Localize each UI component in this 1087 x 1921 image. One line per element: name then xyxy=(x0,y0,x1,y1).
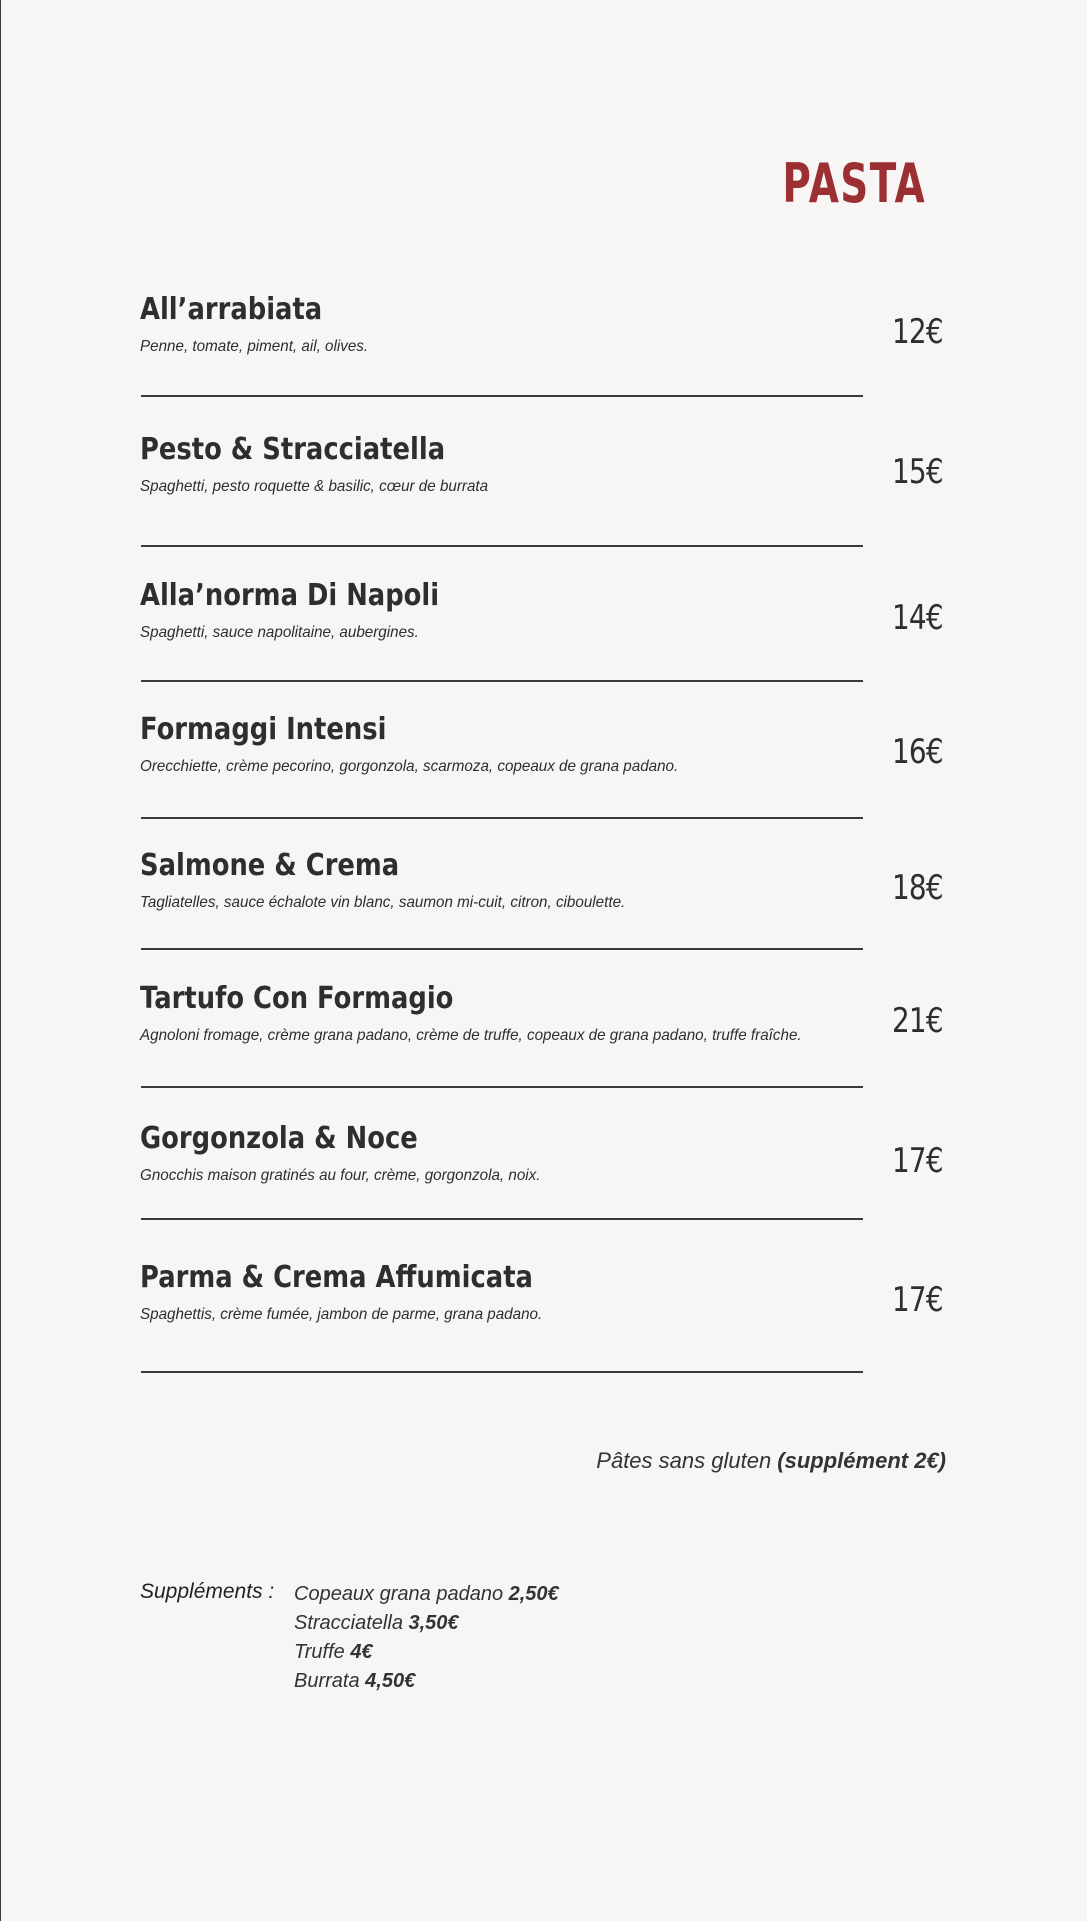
menu-item xyxy=(140,292,950,355)
divider xyxy=(141,1218,863,1220)
divider xyxy=(141,948,863,950)
menu-item-price: 14€ xyxy=(892,598,943,638)
menu-item-description: Agnoloni fromage, crème grana padano, crème de truffe, copeaux de grana padano, truffe fraîche. xyxy=(140,1027,802,1044)
supplements-label: Suppléments : xyxy=(140,1580,275,1603)
supplement-item xyxy=(294,1580,559,1609)
supplement-name: Stracciatella xyxy=(294,1612,409,1634)
divider xyxy=(141,817,863,819)
menu-item-description: Tagliatelles, sauce échalote vin blanc, saumon mi-cuit, citron, ciboulette. xyxy=(140,894,626,911)
menu-item-name: Parma & Crema Affumicata xyxy=(140,1260,533,1295)
menu-item-name: Formaggi Intensi xyxy=(140,712,387,747)
menu-item-name: Pesto & Stracciatella xyxy=(140,432,446,467)
divider xyxy=(141,395,863,397)
supplements-list xyxy=(294,1580,559,1696)
menu-section-title: PASTA xyxy=(782,152,927,215)
menu-item-description: Orecchiette, crème pecorino, gorgonzola, scarmoza, copeaux de grana padano. xyxy=(140,758,679,775)
menu-item-description: Penne, tomate, piment, ail, olives. xyxy=(140,338,369,355)
supplement-price: 3,50€ xyxy=(408,1612,459,1634)
menu-item xyxy=(140,981,950,1044)
menu-item xyxy=(140,712,950,775)
menu-item xyxy=(140,578,950,641)
menu-item-description: Spaghettis, crème fumée, jambon de parme, grana padano. xyxy=(140,1306,543,1323)
gluten-free-note xyxy=(560,1448,946,1474)
menu-item-price: 12€ xyxy=(892,312,943,352)
supplement-name: Copeaux grana padano xyxy=(294,1583,509,1605)
supplement-item xyxy=(294,1638,559,1667)
supplement-name: Burrata xyxy=(294,1670,366,1692)
supplement-item xyxy=(294,1609,559,1638)
menu-item xyxy=(140,1260,950,1323)
supplement-price: 4€ xyxy=(350,1641,373,1663)
menu-item-price: 17€ xyxy=(892,1141,943,1181)
divider xyxy=(141,1371,863,1373)
supplement-price: 4,50€ xyxy=(365,1670,416,1692)
supplement-name: Truffe xyxy=(294,1641,351,1663)
divider xyxy=(141,545,863,547)
menu-item xyxy=(140,848,950,911)
page-border xyxy=(0,0,1,1921)
divider xyxy=(141,680,863,682)
gluten-free-text: Pâtes sans gluten xyxy=(596,1448,778,1473)
menu-item-price: 17€ xyxy=(892,1280,943,1320)
menu-item-price: 15€ xyxy=(892,452,943,492)
menu-item-name: Gorgonzola & Noce xyxy=(140,1121,418,1156)
menu-item-price: 16€ xyxy=(892,732,943,772)
supplement-item xyxy=(294,1667,559,1696)
menu-item-name: All’arrabiata xyxy=(140,292,323,327)
menu-item-description: Spaghetti, pesto roquette & basilic, cœur de burrata xyxy=(140,478,489,495)
gluten-free-supplement: (supplément 2€) xyxy=(777,1448,946,1473)
menu-item-price: 18€ xyxy=(892,868,943,908)
menu-item xyxy=(140,1121,950,1184)
menu-item xyxy=(140,432,950,495)
menu-item-name: Salmone & Crema xyxy=(140,848,400,883)
divider xyxy=(141,1086,863,1088)
menu-item-name: Alla’norma Di Napoli xyxy=(140,578,440,613)
menu-item-name: Tartufo Con Formagio xyxy=(140,981,454,1016)
menu-item-description: Spaghetti, sauce napolitaine, aubergines. xyxy=(140,624,419,641)
menu-item-description: Gnocchis maison gratinés au four, crème, gorgonzola, noix. xyxy=(140,1167,541,1184)
menu-item-price: 21€ xyxy=(892,1001,943,1041)
supplement-price: 2,50€ xyxy=(508,1583,559,1605)
